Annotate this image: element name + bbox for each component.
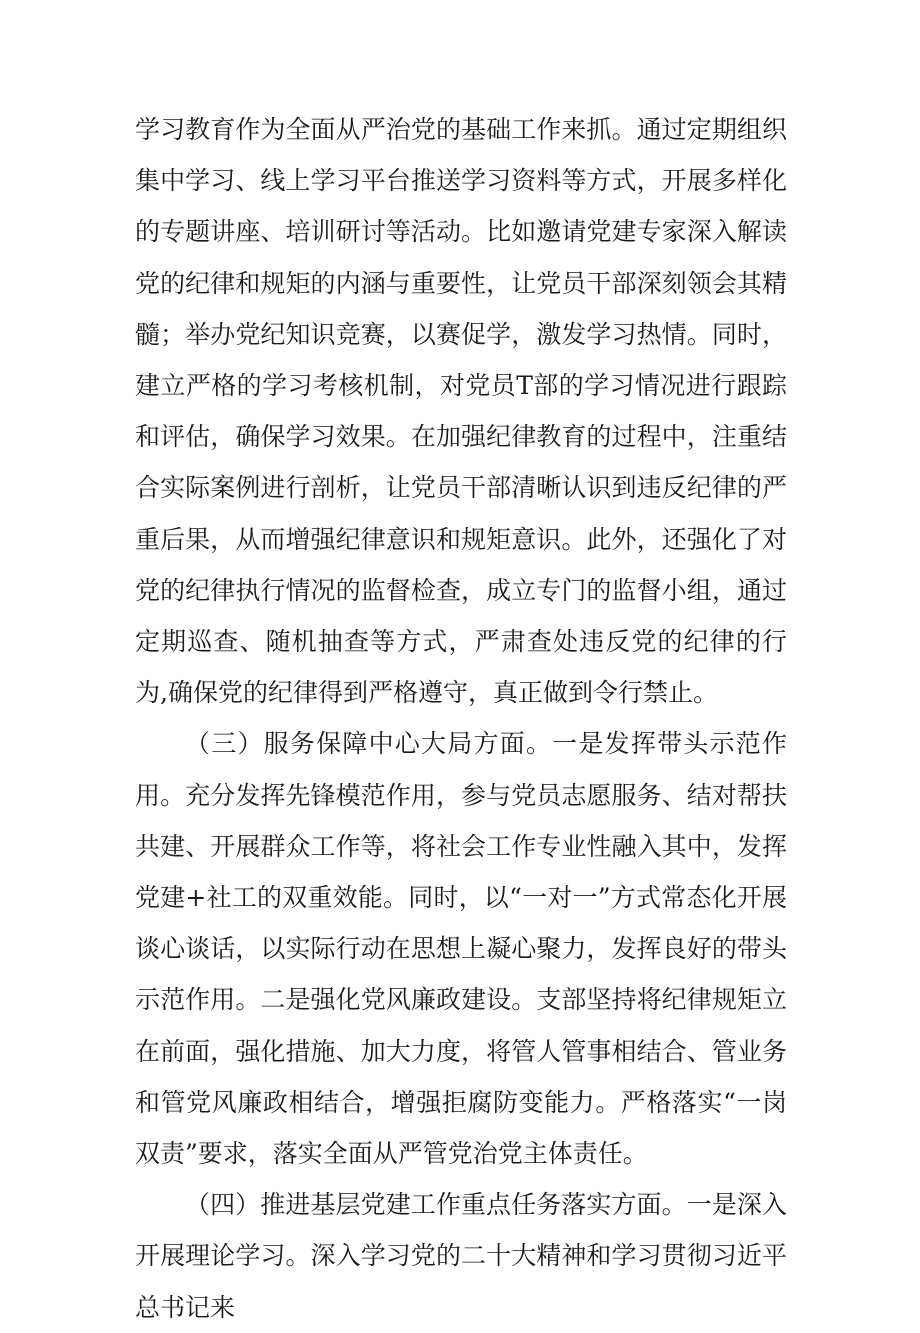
paragraph-grassroots-party-tasks: （四）推进基层党建工作重点任务落实方面。一是深入开展理论学习。深入学习党的二十大精神和学习贯彻习近平总书记来 xyxy=(135,1190,787,1322)
paragraph-service-central-work: （三）服务保障中心大局方面。一是发挥带头示范作用。充分发挥先锋模范作用，参与党员志愿服务、结对帮扶共建、开展群众工作等，将社会工作专业性融入其中，发挥党建+社工的双重效能。同时，以“一对一”方式常态化开展谈心谈话，以实际行动在思想上凝心聚力，发挥良好的带头示范作用。二是强化党风廉政建设。支部坚持将纪律规矩立在前面，强化措施、加大力度，将管人管事相结合、管业务和管党风廉政相结合，增强拒腐防变能力。严格落实“一岗双责”要求，落实全面从严管党治党主体责任。 xyxy=(135,729,787,1169)
paragraph-party-discipline-education: 学习教育作为全面从严治党的基础工作来抓。通过定期组织集中学习、线上学习平台推送学习资料等方式，开展多样化的专题讲座、培训研讨等活动。比如邀请党建专家深入解读党的纪律和规矩的内涵与重要性，让党员干部深刻领会其精髓；举办党纪知识竞赛，以赛促学，激发学习热情。同时，建立严格的学习考核机制，对党员T部的学习情况进行跟踪和评估，确保学习效果。在加强纪律教育的过程中，注重结合实际案例进行剖析，让党员干部清晰认识到违反纪律的严重后果，从而增强纪律意识和规矩意识。此外，还强化了对党的纪律执行情况的监督检查，成立专门的监督小组，通过定期巡查、随机抽查等方式，严肃查处违反党的纪律的行为,确保党的纪律得到严格遵守，真正做到令行禁止。 xyxy=(135,115,787,708)
document-body xyxy=(135,104,787,1333)
